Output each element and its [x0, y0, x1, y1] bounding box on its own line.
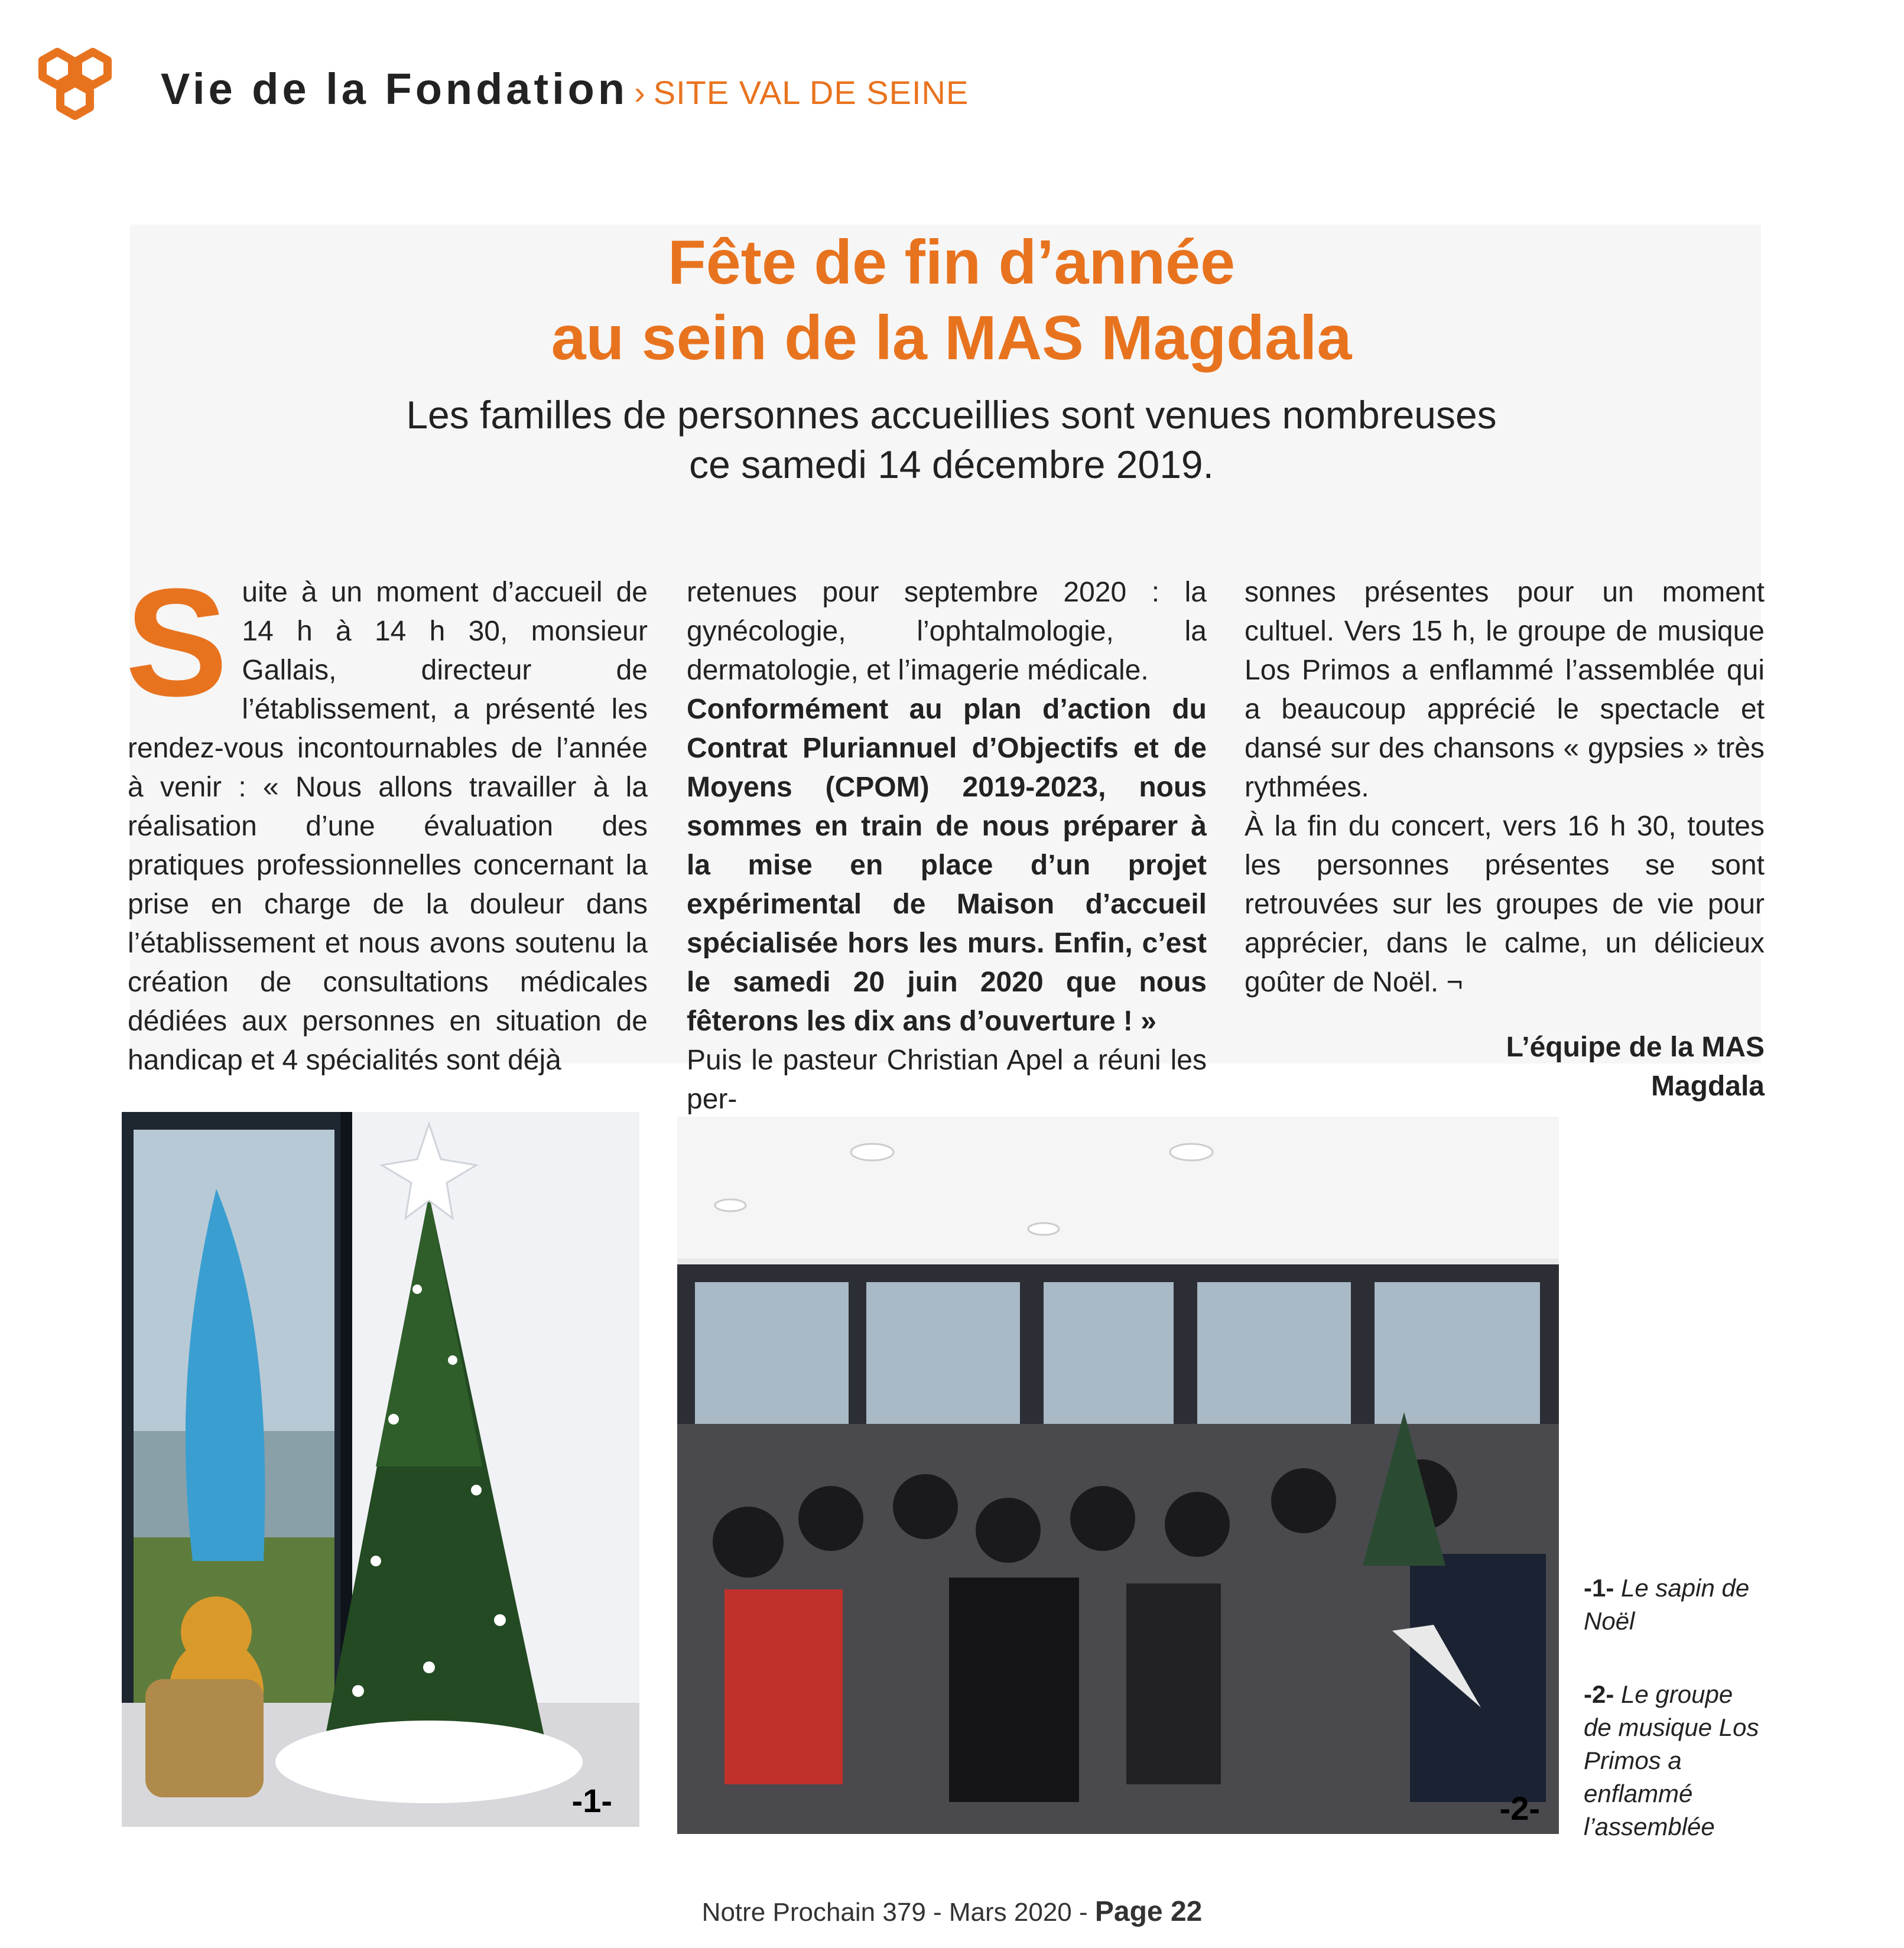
title-line-1: Fête de fin d’année [667, 227, 1236, 297]
photo-music-band [677, 1117, 1559, 1834]
section-title: Vie de la Fondation [161, 64, 629, 113]
page-number: Page 22 [1094, 1896, 1203, 1927]
caption-2 [1584, 1678, 1761, 1843]
site-name: SITE VAL DE SEINE [653, 74, 969, 111]
caption-1-text: Le sapin de Noël [1584, 1574, 1750, 1635]
article-column-3 [1245, 573, 1765, 1106]
section-header [161, 64, 969, 114]
title-line-2: au sein de la MAS Magdala [551, 303, 1352, 373]
page-footer [0, 1895, 1904, 1928]
drop-cap: S [125, 557, 228, 729]
signature [1245, 1028, 1765, 1106]
photo-badge-2: -2- [1499, 1790, 1540, 1827]
photo-christmas-tree [122, 1112, 639, 1827]
column-2-quote: Conformément au plan d’action du Contrat Pluriannuel d’Objectifs et de Moyens (CPOM) 2019-2023, nous sommes en train de nous préparer à la mise en place d’un projet expérimental de Maison d’accueil spécialisée hors les murs. Enfin, c’est le samedi 20 juin 2020 que nous fêterons les dix ans d’ouverture ! » [687, 694, 1207, 1037]
subtitle-line-2: ce samedi 14 décembre 2019. [689, 443, 1214, 486]
fondation-logo [31, 45, 119, 134]
column-3-paragraph-2: À la fin du concert, vers 16 h 30, toutes les personnes présentes se sont retrouvées sur les groupes de vie pour apprécier, dans le calme, un délicieux goûter de Noël. ¬ [1245, 811, 1765, 998]
article-title [177, 225, 1726, 376]
column-2-end: Puis le pasteur Christian Apel a réuni les per- [687, 1045, 1207, 1115]
subtitle-line-1: Les familles de personnes accueillies sont venues nombreuses [406, 393, 1497, 437]
caption-1 [1584, 1572, 1761, 1638]
column-2-text: retenues pour septembre 2020 : la gynécologie, l’ophtalmologie, la dermatologie, et l’imagerie médicale. [687, 577, 1207, 686]
signature-line-1: L’équipe de la MAS [1506, 1032, 1765, 1063]
article-subtitle [177, 390, 1726, 489]
column-3-paragraph-1: sonnes présentes pour un moment cultuel. Vers 15 h, le groupe de musique Los Primos a enflammé l’assemblée qui a beaucoup apprécié le spectacle et dansé sur des chansons « gypsies » très rythmées. [1245, 577, 1765, 803]
article-column-2 [687, 573, 1207, 1119]
footer-text: Notre Prochain 379 - Mars 2020 - [701, 1898, 1095, 1927]
caption-1-number: -1- [1584, 1574, 1614, 1602]
photo-badge-1: -1- [571, 1782, 612, 1819]
breadcrumb-separator: › [634, 74, 645, 111]
caption-2-number: -2- [1584, 1680, 1614, 1708]
column-1-text: uite à un moment d’accueil de 14 h à 14 h 30, monsieur Gallais, directeur de l’établissement, a présenté les rendez-vous incontournables de l’année à venir : « Nous allons travailler à la réalisation d’une évaluation des pratiques professionnelles concernant la prise en charge de la douleur dans l’établissement et nous avons soutenu la création de consultations médicales dédiées aux personnes en situation de handicap et 4 spécialités sont déjà [128, 577, 648, 1076]
article-column-1 [125, 557, 648, 1080]
signature-line-2: Magdala [1650, 1071, 1765, 1102]
caption-2-text: Le groupe de musique Los Primos a enflammé l’assemblée [1584, 1680, 1759, 1840]
